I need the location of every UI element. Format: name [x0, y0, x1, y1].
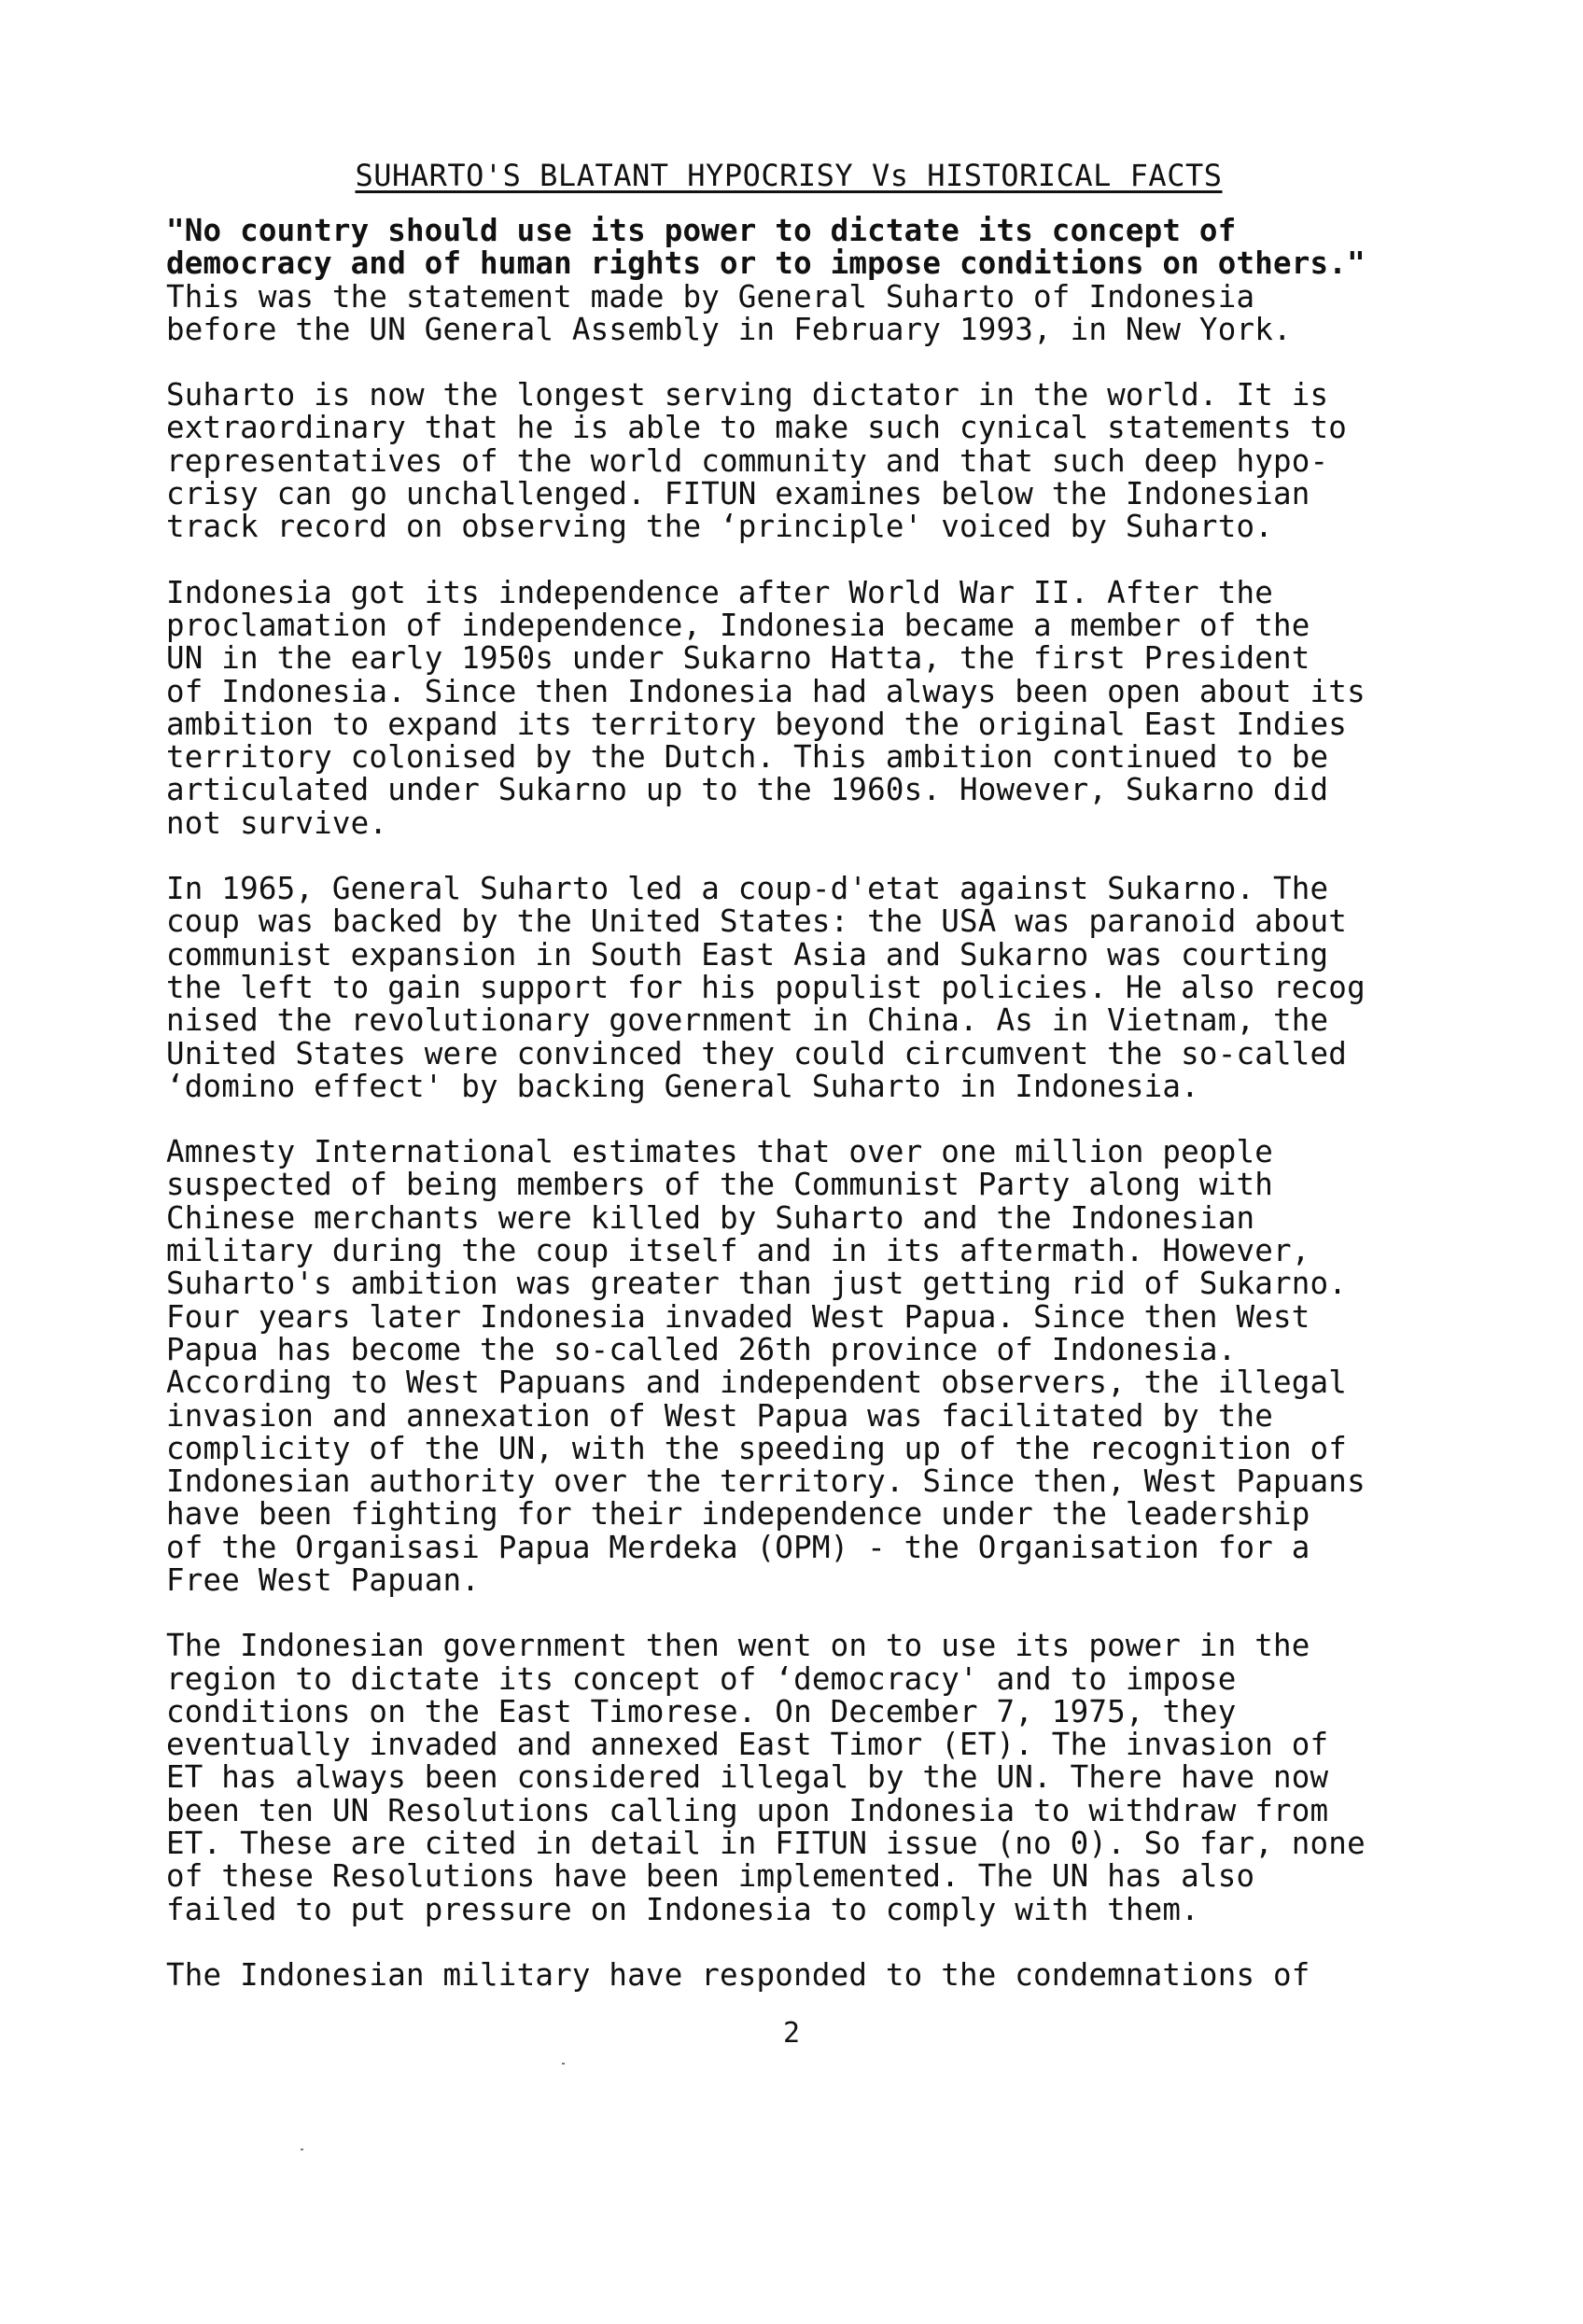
paragraph-military — [166, 1956, 1411, 1993]
text-line: The Indonesian military have responded to the condemnations of — [166, 1956, 1310, 1993]
paragraph-west-papua — [166, 1136, 1411, 1597]
text-line: suspected of being members of the Communist Party along with — [166, 1167, 1273, 1203]
text-line: coup was backed by the United States: the USA was paranoid about — [166, 903, 1348, 940]
text-line: UN in the early 1950s under Sukarno Hatta, the first President — [166, 640, 1310, 677]
text-line: Indonesia got its independence after World War II. After the — [166, 574, 1273, 610]
text-line: proclamation of independence, Indonesia became a member of the — [166, 607, 1310, 643]
text-line: This was the statement made by General Suharto of Indonesia — [166, 278, 1255, 315]
text-line: Amnesty International estimates that over one million people — [166, 1134, 1273, 1170]
text-line: Indonesian authority over the territory. Since then, West Papuans — [166, 1463, 1366, 1500]
page-number: 2 — [782, 2017, 801, 2050]
text-line: invasion and annexation of West Papua was facilitated by the — [166, 1397, 1273, 1434]
paragraph-coup — [166, 873, 1411, 1103]
text-line: representatives of the world community and that such deep hypo- — [166, 442, 1329, 479]
text-line: not survive. — [166, 805, 388, 841]
text-line: ambition to expand its territory beyond the original East Indies — [166, 706, 1348, 742]
text-line: military during the coup itself and in its aftermath. However, — [166, 1233, 1310, 1269]
text-line: of Indonesia. Since then Indonesia had always been open about its — [166, 673, 1366, 709]
paragraph-dictator — [166, 379, 1411, 543]
text-line: conditions on the East Timorese. On December 7, 1975, they — [166, 1693, 1237, 1729]
text-line: of these Resolutions have been implemented. The UN has also — [166, 1858, 1255, 1895]
text-line: region to dictate its concept of ‘democracy' and to impose — [166, 1660, 1237, 1697]
text-line: eventually invaded and annexed East Timor (ET). The invasion of — [166, 1727, 1329, 1763]
text-line: Chinese merchants were killed by Suharto and the Indonesian — [166, 1199, 1255, 1236]
text-line: complicity of the UN, with the speeding up of the recognition of — [166, 1430, 1348, 1466]
scan-speck — [562, 2063, 565, 2065]
text-line: Free West Papuan. — [166, 1561, 481, 1598]
text-line: before the UN General Assembly in February 1993, in New York. — [166, 311, 1292, 347]
text-line: crisy can go unchallenged. FITUN examines below the Indonesian — [166, 476, 1310, 512]
text-line: The Indonesian government then went on to use its power in the — [166, 1628, 1310, 1664]
text-line: extraordinary that he is able to make such cynical statements to — [166, 410, 1348, 446]
text-line: have been fighting for their independence under the leadership — [166, 1496, 1310, 1533]
text-line: ‘domino effect' by backing General Suharto in Indonesia. — [166, 1068, 1199, 1104]
paragraph-independence — [166, 574, 1411, 841]
paragraph-east-timor — [166, 1630, 1411, 1926]
text-line: "No country should use its power to dictate its concept of — [166, 213, 1237, 248]
text-line: the left to gain support for his populist policies. He also recog — [166, 969, 1366, 1005]
paragraph-quote — [166, 215, 1411, 346]
text-line: articulated under Sukarno up to the 1960s. However, Sukarno did — [166, 772, 1329, 808]
text-line: In 1965, General Suharto led a coup-d'etat against Sukarno. The — [166, 871, 1329, 907]
scan-speck — [301, 2149, 303, 2150]
text-line: been ten UN Resolutions calling upon Indonesia to withdraw from — [166, 1792, 1329, 1828]
text-line: Papua has become the so-called 26th province of Indonesia. — [166, 1331, 1237, 1367]
text-line: ET has always been considered illegal by the UN. There have now — [166, 1759, 1329, 1796]
text-line: communist expansion in South East Asia and Sukarno was courting — [166, 936, 1329, 973]
text-line: Four years later Indonesia invaded West Papua. Since then West — [166, 1298, 1310, 1335]
text-line: failed to put pressure on Indonesia to comply with them. — [166, 1891, 1199, 1927]
text-line: of the Organisasi Papua Merdeka (OPM) - the Organisation for a — [166, 1529, 1310, 1565]
text-line: Suharto's ambition was greater than just getting rid of Sukarno. — [166, 1266, 1348, 1302]
text-line: Suharto is now the longest serving dictator in the world. It is — [166, 377, 1329, 413]
document-title: SUHARTO'S BLATANT HYPOCRISY Vs HISTORICAL FACTS — [355, 158, 1223, 193]
text-line: track record on observing the ‘principle' voiced by Suharto. — [166, 509, 1273, 545]
text-line: ET. These are cited in detail in FITUN issue (no 0). So far, none — [166, 1826, 1366, 1862]
text-line: nised the revolutionary government in China. As in Vietnam, the — [166, 1002, 1329, 1039]
document-page — [166, 157, 1411, 2024]
text-line: democracy and of human rights or to impose conditions on others." — [166, 245, 1366, 282]
text-line: territory colonised by the Dutch. This ambition continued to be — [166, 739, 1329, 776]
text-line: United States were convinced they could circumvent the so-called — [166, 1035, 1348, 1071]
text-line: According to West Papuans and independent observers, the illegal — [166, 1365, 1348, 1401]
